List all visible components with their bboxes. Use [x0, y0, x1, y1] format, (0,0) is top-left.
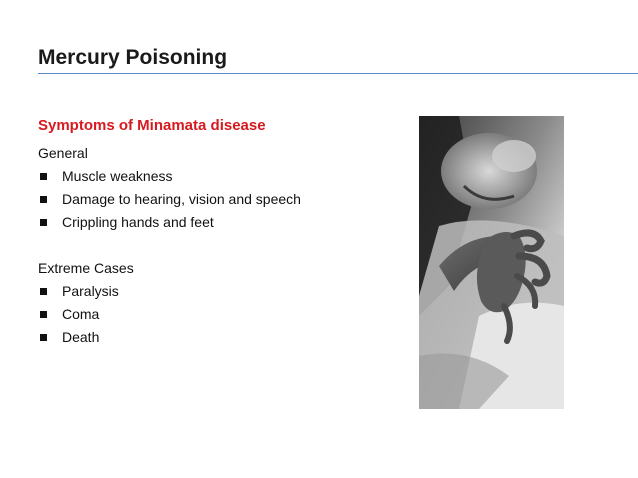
list-item-text: Muscle weakness	[62, 168, 173, 184]
list-item	[38, 165, 408, 188]
list-item-text: Death	[62, 329, 100, 345]
list-item-text: Paralysis	[62, 283, 119, 299]
photo-illustration	[419, 116, 564, 409]
list-item	[38, 326, 408, 349]
list-item	[38, 211, 408, 234]
list-item	[38, 303, 408, 326]
slide-content	[38, 117, 408, 349]
list-item	[38, 280, 408, 303]
square-bullet-icon	[40, 311, 47, 318]
extreme-symptoms-list	[38, 280, 408, 349]
list-item-text: Damage to hearing, vision and speech	[62, 191, 301, 207]
general-symptoms-list	[38, 165, 408, 234]
square-bullet-icon	[40, 196, 47, 203]
list-item-text: Crippling hands and feet	[62, 214, 214, 230]
slide-subtitle: Symptoms of Minamata disease	[38, 117, 266, 134]
list-item	[38, 188, 408, 211]
square-bullet-icon	[40, 334, 47, 341]
section-spacer	[38, 234, 408, 257]
slide-title: Mercury Poisoning	[38, 46, 228, 69]
title-divider	[38, 73, 638, 74]
section-heading-extreme-cases: Extreme Cases	[38, 260, 134, 276]
square-bullet-icon	[40, 288, 47, 295]
minamata-photo	[419, 116, 564, 409]
square-bullet-icon	[40, 173, 47, 180]
list-item-text: Coma	[62, 306, 100, 322]
square-bullet-icon	[40, 219, 47, 226]
section-heading-general: General	[38, 145, 88, 161]
